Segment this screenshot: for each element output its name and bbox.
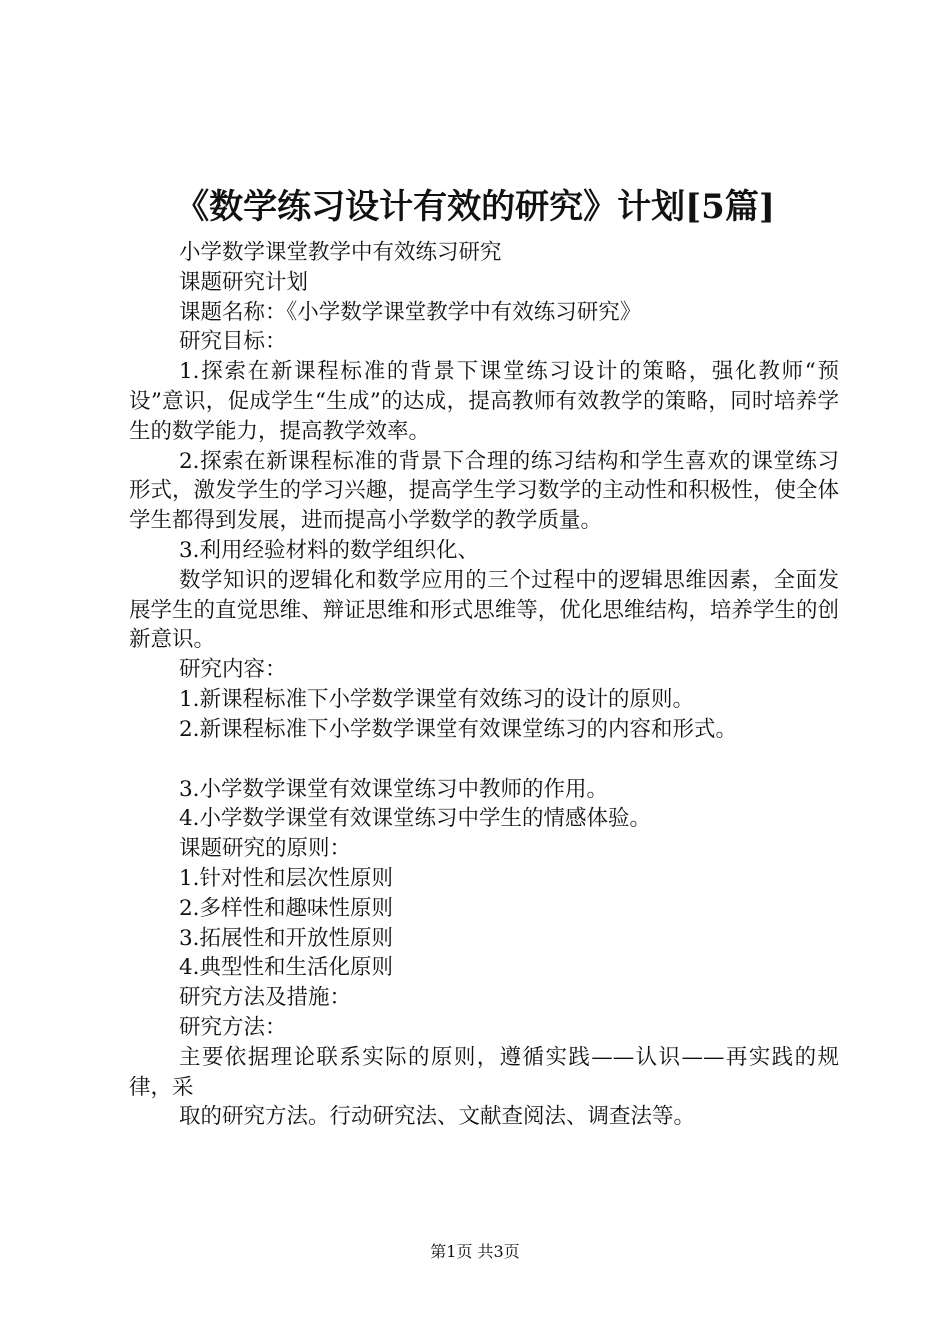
paragraph-subject: 小学数学课堂教学中有效练习研究	[179, 240, 502, 265]
principle-item-3: 3.拓展性和开放性原则	[179, 925, 394, 951]
methods-paragraph-continued: 取的研究方法。行动研究法、文献查阅法、调查法等。	[179, 1104, 696, 1130]
goal-item-1: 1.探索在新课程标准的背景下课堂练习设计的策略，强化教师“预设”意识，促成学生“生成”的达成，提高教师有效教学的策略，同时培养学生的数学能力，提高教学效率。	[129, 359, 839, 444]
paragraph-plan-heading: 课题研究计划	[179, 269, 309, 295]
heading-research-goals: 研究目标：	[179, 329, 287, 355]
content-item-3: 3.小学数学课堂有效课堂练习中教师的作用。	[179, 776, 609, 802]
methods-paragraph: 主要依据理论联系实际的原则，遵循实践——认识——再实践的规律，采	[129, 1044, 839, 1100]
document-title: 《数学练习设计有效的研究》计划[5篇]	[175, 187, 775, 227]
goal-item-2: 2.探索在新课程标准的背景下合理的练习结构和学生喜欢的课堂练习形式，激发学生的学习兴趣，提高学生学习数学的主动性和积极性，使全体学生都得到发展，进而提高小学数学的教学质量。	[129, 448, 839, 534]
heading-methods-measures: 研究方法及措施：	[179, 985, 352, 1011]
content-item-4: 4.小学数学课堂有效课堂练习中学生的情感体验。	[179, 806, 652, 832]
principle-item-4: 4.典型性和生活化原则	[179, 955, 394, 981]
heading-methods: 研究方法：	[179, 1014, 287, 1040]
goal-item-3-continued: 数学知识的逻辑化和数学应用的三个过程中的逻辑思维因素，全面发展学生的直觉思维、辩证思维和形式思维等，优化思维结构，培养学生的创新意识。	[129, 567, 839, 653]
goal-item-3: 3.利用经验材料的数学组织化、	[179, 537, 480, 563]
blank-line	[129, 745, 839, 775]
principle-item-1: 1.针对性和层次性原则	[179, 865, 394, 891]
page-footer: 第1页 共3页	[430, 1242, 520, 1261]
heading-research-content: 研究内容：	[179, 657, 287, 683]
document-body	[129, 238, 839, 1132]
principle-item-2: 2.多样性和趣味性原则	[179, 895, 394, 921]
content-item-1: 1.新课程标准下小学数学课堂有效练习的设计的原则。	[179, 686, 695, 712]
content-item-2: 2.新课程标准下小学数学课堂有效课堂练习的内容和形式。	[179, 716, 738, 742]
heading-research-principles: 课题研究的原则：	[179, 836, 352, 862]
paragraph-topic-name: 课题名称：《小学数学课堂教学中有效练习研究》	[179, 299, 642, 325]
